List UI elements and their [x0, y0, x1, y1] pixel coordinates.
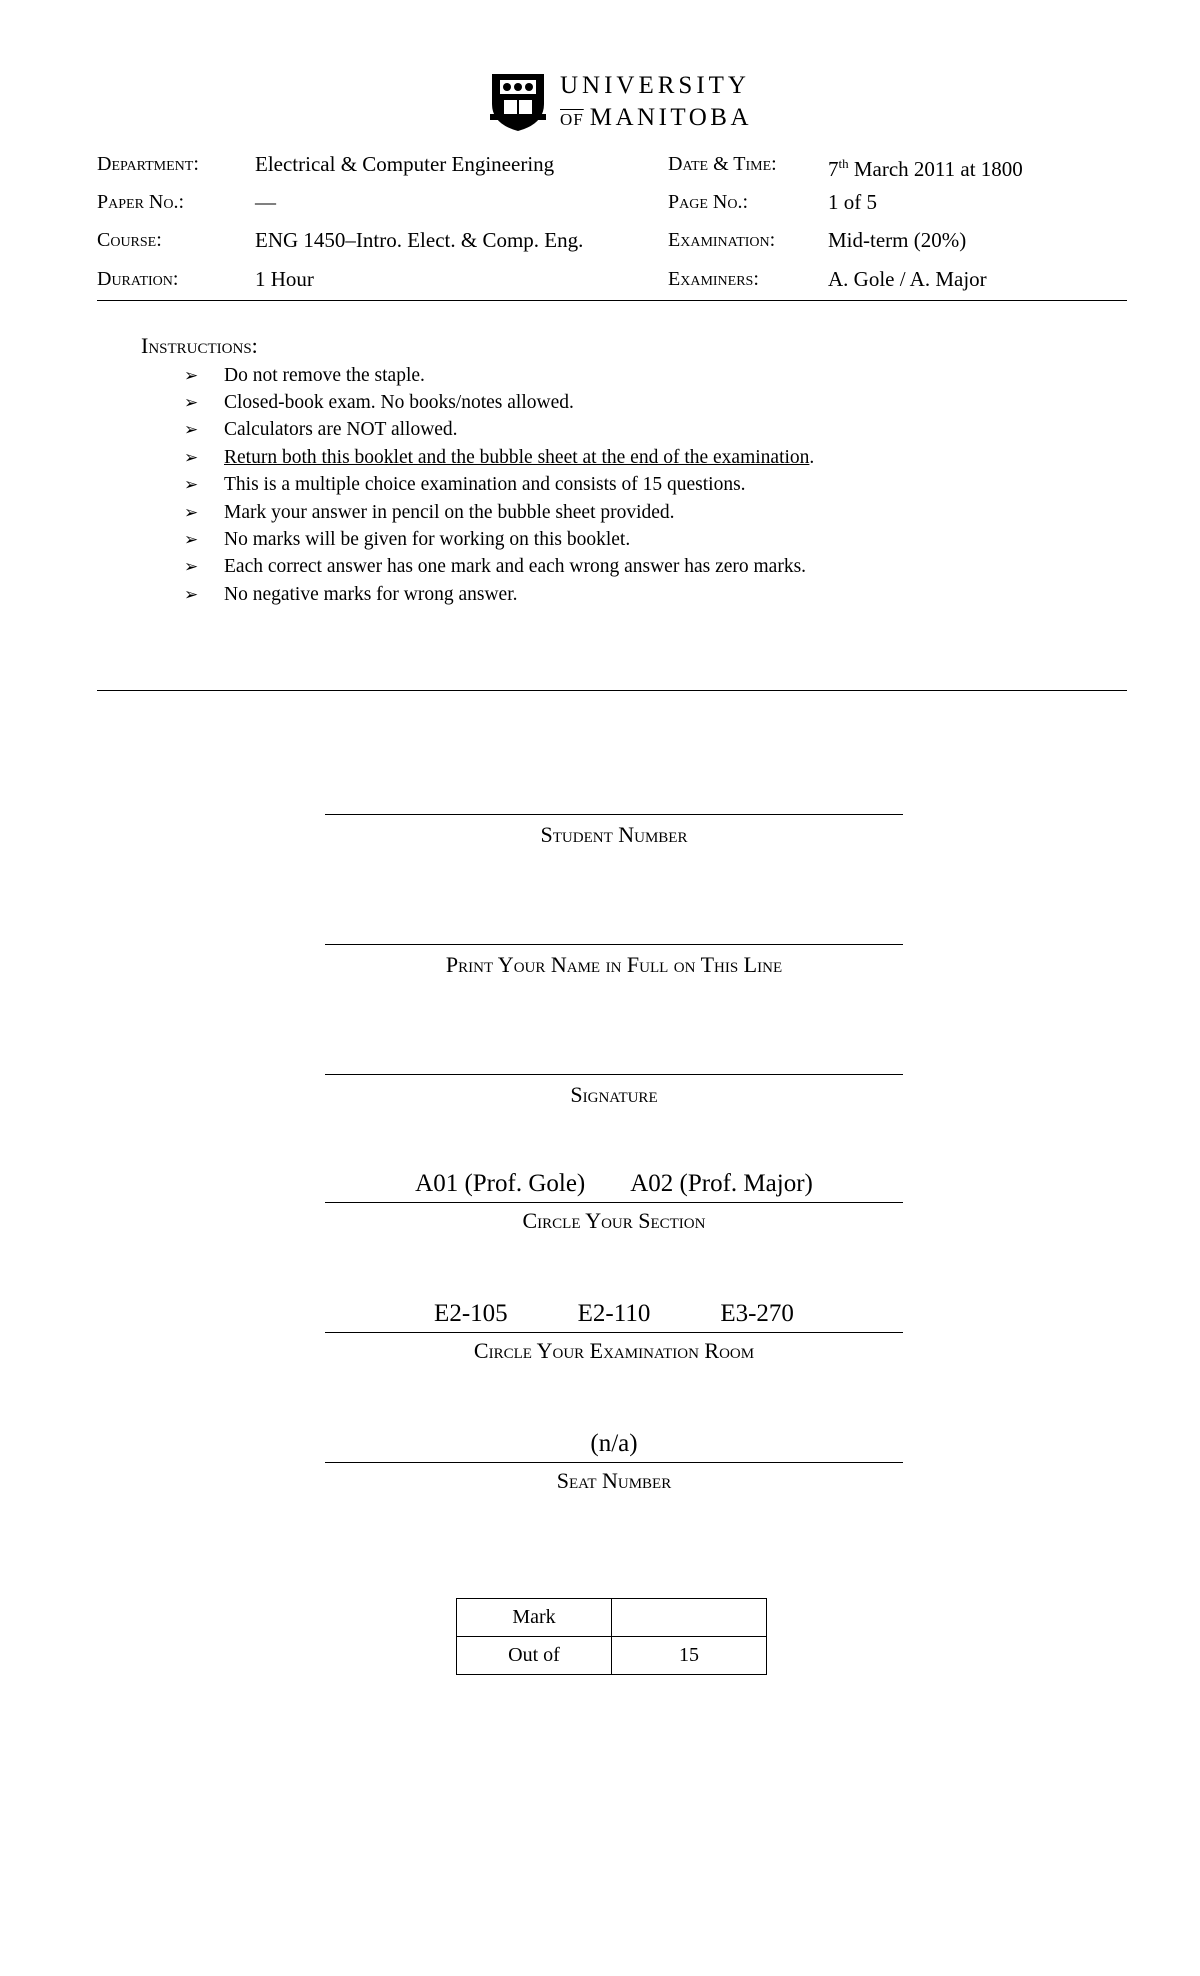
instruction-text: Mark your answer in pencil on the bubble sheet provided.: [224, 501, 675, 523]
logo-text-of: $\overline{OF}$: [560, 110, 584, 129]
section-line: [325, 1202, 903, 1203]
room-field: [325, 1298, 903, 1368]
room-line: [325, 1332, 903, 1333]
mark-value: [612, 1599, 767, 1637]
instructions-divider: [97, 690, 1127, 691]
instruction-item: [184, 499, 814, 526]
arrow-bullet-icon: ➢: [184, 475, 199, 496]
mark-table: [456, 1598, 767, 1675]
instruction-text: Closed-book exam. No books/notes allowed.: [224, 392, 574, 414]
course-label: Course:: [97, 229, 162, 251]
signature-caption: Signature: [570, 1082, 658, 1107]
arrow-bullet-icon: ➢: [184, 447, 199, 468]
signature-field[interactable]: [325, 1040, 903, 1110]
logo-text-manitoba-word: MANITOBA: [589, 104, 752, 131]
name-field[interactable]: [325, 910, 903, 980]
arrow-bullet-icon: ➢: [184, 365, 199, 386]
department-value: Electrical & Computer Engineering: [255, 152, 555, 176]
student-number-field[interactable]: [325, 780, 903, 850]
instructions-list: [184, 362, 814, 609]
arrow-bullet-icon: ➢: [184, 502, 199, 523]
duration-value: 1 Hour: [255, 267, 314, 291]
instruction-text-underlined: Return both this booklet and the bubble sheet at the end of the examination: [224, 446, 810, 468]
instructions-title: Instructions:: [141, 333, 258, 358]
date-time-value: [828, 152, 1023, 181]
instruction-item: [184, 417, 814, 444]
instruction-text: No marks will be given for working on this booklet.: [224, 529, 631, 551]
instruction-text: No negative marks for wrong answer.: [224, 583, 518, 605]
instruction-item: [184, 581, 814, 608]
date-rest: March 2011 at 1800: [848, 157, 1023, 181]
date-day: 7: [828, 157, 839, 181]
university-logo: [490, 70, 752, 135]
room-caption: Circle Your Examination Room: [473, 1338, 755, 1363]
instruction-item: [184, 554, 814, 581]
room-option-e2-110[interactable]: E2-110: [577, 1300, 651, 1327]
section-field: [325, 1168, 903, 1238]
room-options: [325, 1300, 903, 1328]
section-options: [325, 1170, 903, 1198]
date-superscript: th: [838, 156, 849, 171]
mark-row: [457, 1599, 767, 1637]
seat-field: [325, 1428, 903, 1498]
seat-caption: Seat Number: [556, 1468, 672, 1493]
instruction-text: This is a multiple choice examination and consists of 15 questions.: [224, 474, 746, 496]
instruction-period: .: [809, 446, 815, 468]
student-number-line: [325, 814, 903, 815]
page-no-value: 1 of 5: [828, 190, 877, 214]
student-number-caption: Student Number: [540, 822, 688, 847]
logo-text-university: UNIVERSITY: [560, 72, 750, 99]
section-option-a02[interactable]: A02 (Prof. Major): [630, 1170, 813, 1197]
instruction-text: Each correct answer has one mark and each wrong answer has zero marks.: [224, 556, 807, 578]
name-caption: Print Your Name in Full on This Line: [445, 952, 783, 977]
name-line: [325, 944, 903, 945]
out-of-value: 15: [612, 1637, 767, 1675]
duration-label: Duration:: [97, 268, 179, 290]
seat-value: (n/a): [590, 1430, 638, 1457]
instruction-item: [184, 389, 814, 416]
instruction-item: [184, 526, 814, 553]
logo-text-manitoba: [560, 104, 752, 132]
course-value: ENG 1450–Intro. Elect. & Comp. Eng.: [255, 228, 584, 252]
instruction-text: Do not remove the staple.: [224, 364, 425, 386]
examiners-value: A. Gole / A. Major: [828, 267, 987, 291]
instruction-item: [184, 444, 814, 471]
arrow-bullet-icon: ➢: [184, 530, 199, 551]
section-caption: Circle Your Section: [522, 1208, 706, 1233]
out-of-label: Out of: [457, 1637, 612, 1675]
arrow-bullet-icon: ➢: [184, 420, 199, 441]
seat-line: [325, 1462, 903, 1463]
out-of-row: [457, 1637, 767, 1675]
section-option-a01[interactable]: A01 (Prof. Gole): [415, 1170, 586, 1197]
mark-label: Mark: [457, 1599, 612, 1637]
arrow-bullet-icon: ➢: [184, 584, 199, 605]
date-time-label: Date & Time:: [668, 153, 777, 175]
arrow-bullet-icon: ➢: [184, 557, 199, 578]
examiners-label: Examiners:: [668, 268, 759, 290]
arrow-bullet-icon: ➢: [184, 393, 199, 414]
header-divider: [97, 300, 1127, 301]
room-option-e3-270[interactable]: E3-270: [720, 1300, 794, 1327]
examination-label: Examination:: [668, 229, 776, 251]
university-crest-icon: [490, 70, 546, 132]
signature-line: [325, 1074, 903, 1075]
department-label: Department:: [97, 153, 199, 175]
paper-no-label: Paper No.:: [97, 191, 185, 213]
examination-value: Mid-term (20%): [828, 228, 967, 252]
instruction-text: Calculators are NOT allowed.: [224, 419, 458, 441]
instruction-item: [184, 472, 814, 499]
room-option-e2-105[interactable]: E2-105: [434, 1300, 508, 1327]
page-no-label: Page No.:: [668, 191, 749, 213]
instruction-item: [184, 362, 814, 389]
paper-no-value: —: [255, 190, 276, 214]
